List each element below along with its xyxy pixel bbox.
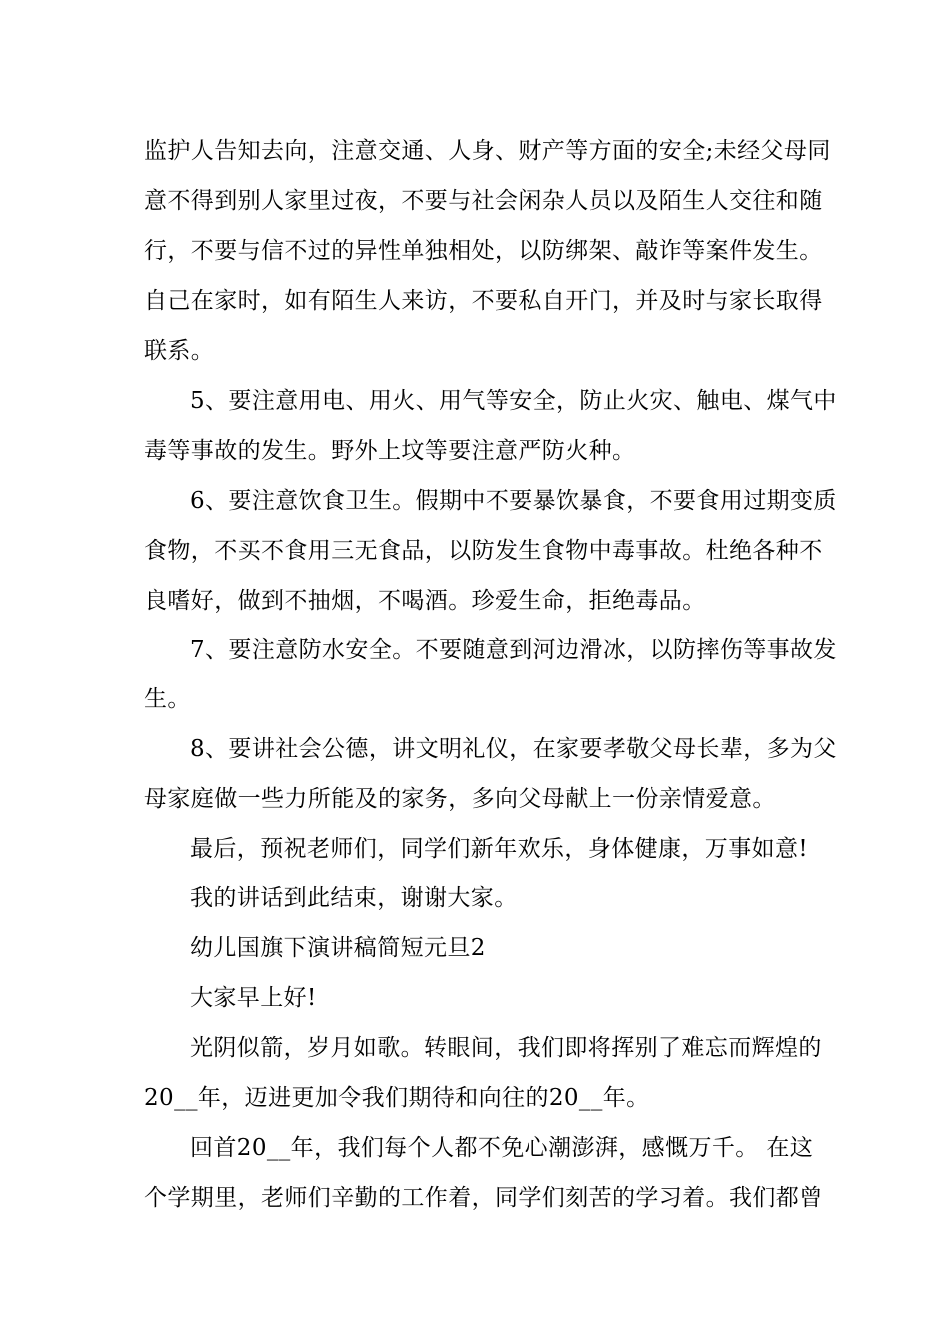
list-item-5-first-line: 5、要注意用电、用火、用气等安全，防止火灾、触电、煤气中 (190, 388, 837, 414)
list-item-7-first-line: 7、要注意防水安全。不要随意到河边滑冰，以防摔伤等事故发 (190, 637, 837, 663)
text-line: 监护人告知去向，注意交通、人身、财产等方面的安全;未经父母同 (144, 138, 831, 164)
text-line: 生。 (144, 686, 191, 712)
paragraph-first-line: 光阴似箭，岁月如歌。转眼间，我们即将挥别了难忘而辉煌的 (190, 1035, 822, 1061)
text-line: 意不得到别人家里过夜，不要与社会闲杂人员以及陌生人交往和随 (144, 188, 823, 214)
text-line: 良嗜好，做到不抽烟，不喝酒。珍爱生命，拒绝毒品。 (144, 588, 706, 614)
text-line: 20__年，迈进更加令我们期待和向往的20__年。 (144, 1085, 650, 1111)
text-line: 自己在家时，如有陌生人来访，不要私自开门，并及时与家长取得 (144, 288, 823, 314)
text-line: 行，不要与信不过的异性单独相处，以防绑架、敲诈等案件发生。 (144, 238, 823, 264)
paragraph-first-line: 回首20__年，我们每个人都不免心潮澎湃，感慨万千。 在这 (190, 1135, 814, 1161)
text-line: 联系。 (144, 338, 215, 364)
text-line: 食物，不买不食用三无食品，以防发生食物中毒事故。杜绝各种不 (144, 538, 823, 564)
list-item-8-first-line: 8、要讲社会公德，讲文明礼仪，在家要孝敬父母长辈，多为父 (190, 736, 837, 762)
closing-wishes: 最后，预祝老师们，同学们新年欢乐，身体健康，万事如意! (190, 836, 809, 862)
list-item-6-first-line: 6、要注意饮食卫生。假期中不要暴饮暴食，不要食用过期变质 (190, 488, 837, 514)
closing-thanks: 我的讲话到此结束，谢谢大家。 (190, 885, 518, 911)
text-line: 毒等事故的发生。野外上坟等要注意严防火种。 (144, 438, 636, 464)
greeting: 大家早上好! (190, 985, 317, 1011)
section-heading: 幼儿国旗下演讲稿简短元旦2 (190, 935, 486, 961)
text-line: 个学期里，老师们辛勤的工作着，同学们刻苦的学习着。我们都曾 (144, 1185, 823, 1211)
text-line: 母家庭做一些力所能及的家务，多向父母献上一份亲情爱意。 (144, 786, 776, 812)
